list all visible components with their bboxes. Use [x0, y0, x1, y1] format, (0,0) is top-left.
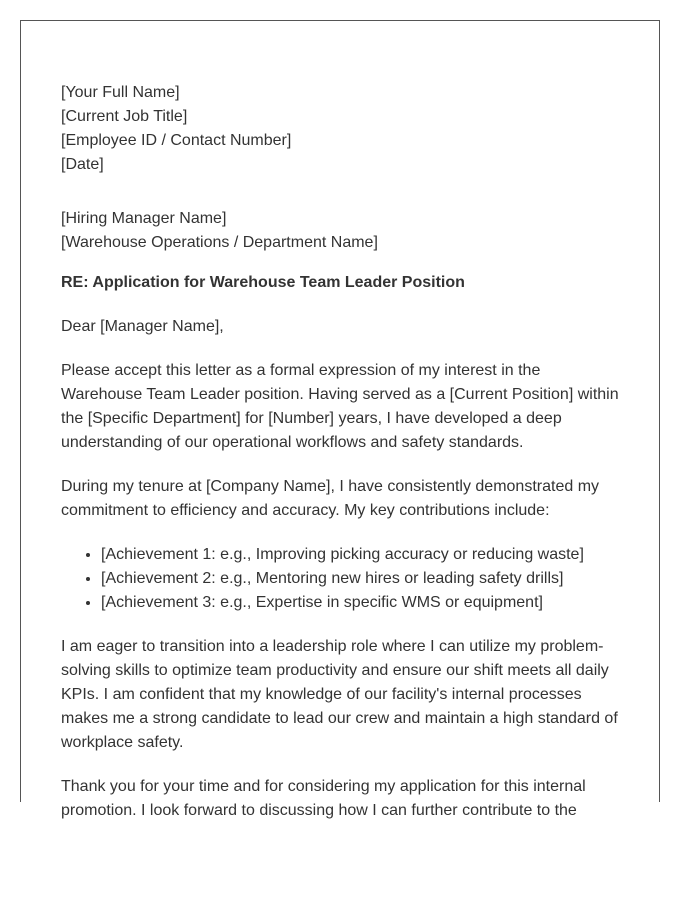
- letter-body: [61, 81, 623, 843]
- achievements-list: [61, 543, 623, 615]
- sender-employee-id: [Employee ID / Contact Number]: [61, 132, 292, 149]
- paragraph-closing: Thank you for your time and for considering my application for this internal promotion. I look forward to discussing how I can further contribute to the: [61, 778, 586, 819]
- paragraph-tenure: During my tenure at [Company Name], I have consistently demonstrated my commitment to efficiency and accuracy. My key contributions include:: [61, 478, 600, 519]
- subject-line: RE: Application for Warehouse Team Leader Position: [61, 274, 465, 291]
- sender-name: [Your Full Name]: [61, 84, 180, 101]
- paragraph-leadership: I am eager to transition into a leadership role where I can utilize my problem-solving skills to optimize team productivity and ensure our shift meets all daily KPIs. I am confident that my knowledge of our facility's internal processes makes me a strong candidate to lead our crew and maintain a high standard of workplace safety.: [61, 638, 618, 751]
- sender-block: [61, 81, 623, 177]
- sender-job-title: [Current Job Title]: [61, 108, 188, 125]
- letter-page: [20, 20, 660, 819]
- achievement-item: • [Achievement 1: e.g., Improving picking accuracy or reducing waste]: [101, 543, 623, 567]
- salutation: Dear [Manager Name],: [61, 318, 224, 335]
- achievement-item: • [Achievement 3: e.g., Expertise in specific WMS or equipment]: [101, 591, 623, 615]
- recipient-department: [Warehouse Operations / Department Name]: [61, 234, 378, 251]
- recipient-manager: [Hiring Manager Name]: [61, 210, 227, 227]
- paragraph-intro: Please accept this letter as a formal expression of my interest in the Warehouse Team Leader position. Having served as a [Current Position] within the [Specific Department] for [Number] years, I have developed a deep understanding of our operational workflows and safety standards.: [61, 362, 619, 451]
- achievement-item: • [Achievement 2: e.g., Mentoring new hires or leading safety drills]: [101, 567, 623, 591]
- sender-date: [Date]: [61, 156, 104, 173]
- recipient-block: [61, 207, 623, 255]
